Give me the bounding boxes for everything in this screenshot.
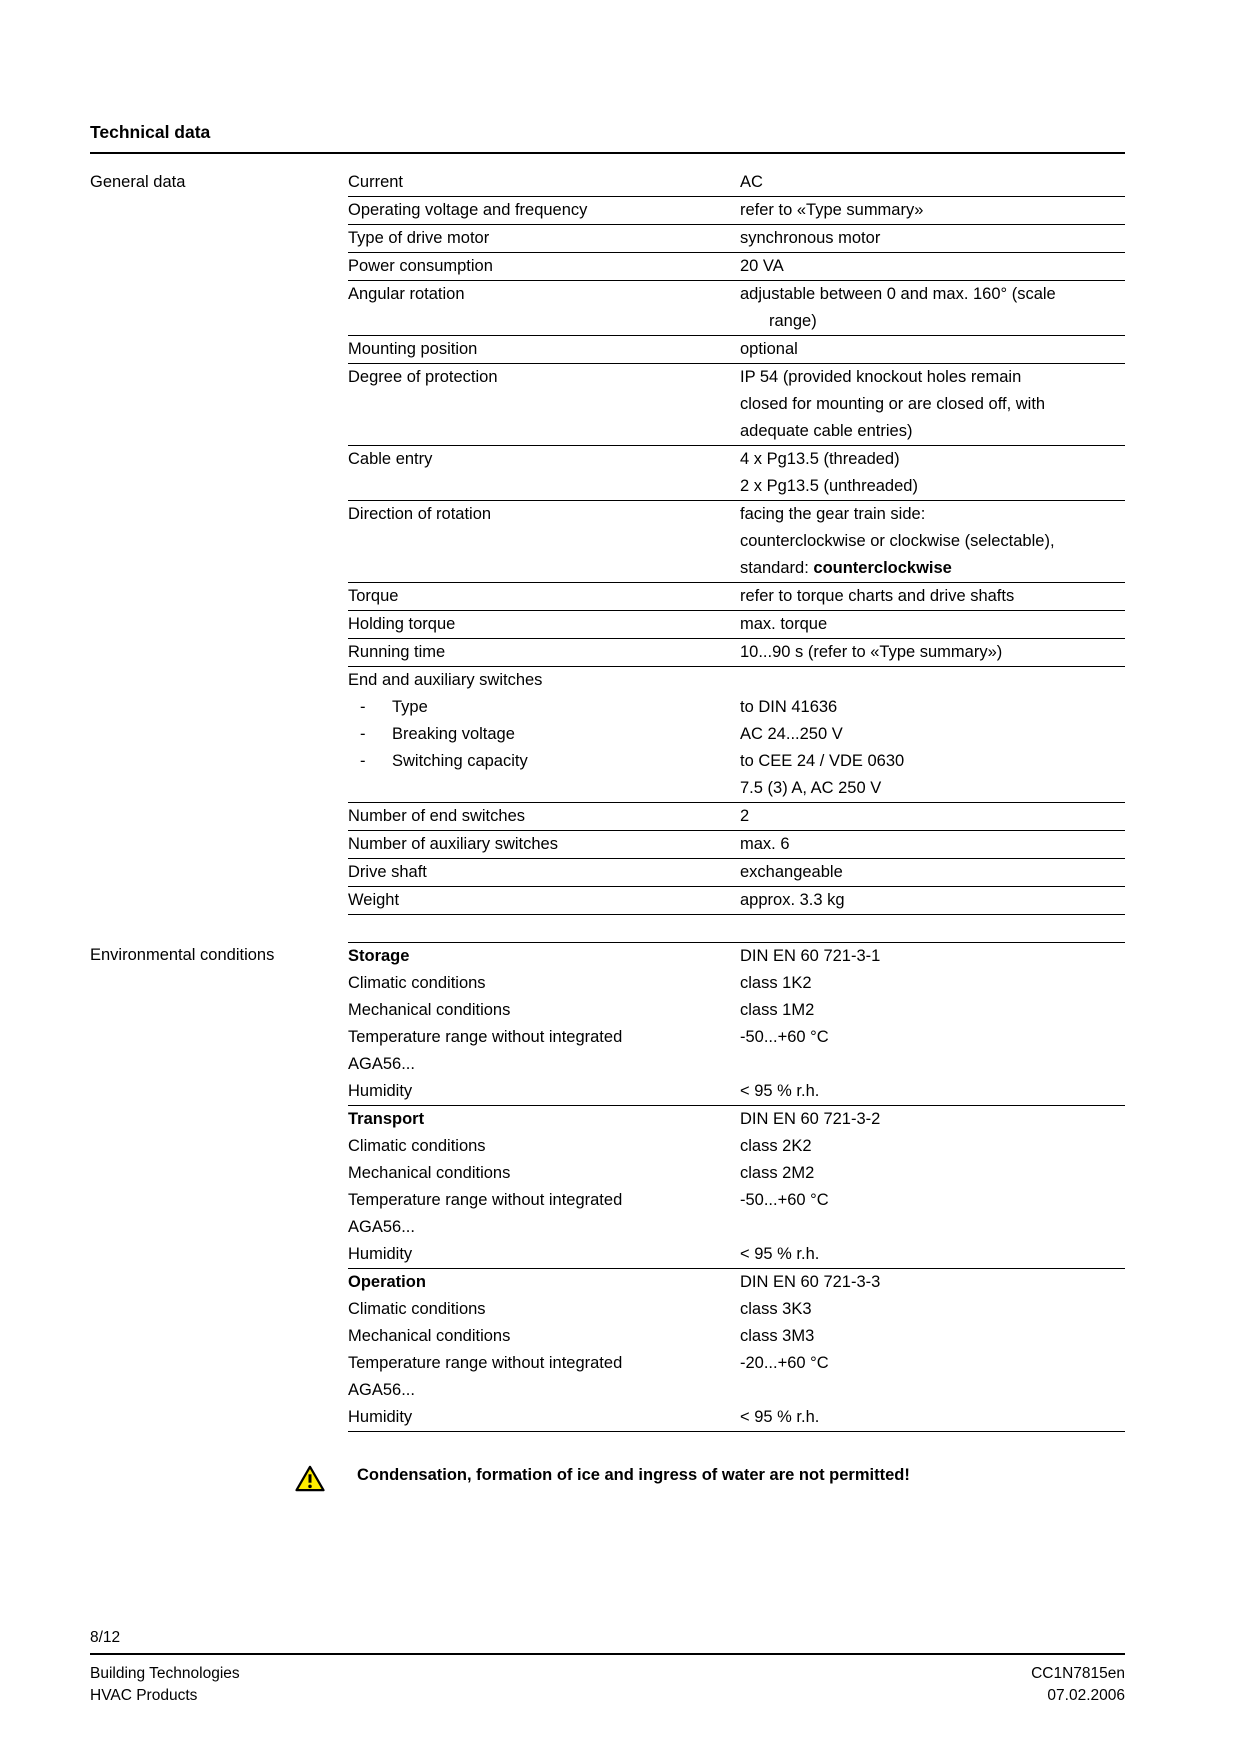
row-label: Direction of rotation xyxy=(348,505,492,523)
table-row-angular-rotation xyxy=(348,281,1125,336)
row-value: max. torque xyxy=(740,615,828,633)
row-label: Number of auxiliary switches xyxy=(348,835,558,853)
dash-bullet: - xyxy=(360,752,366,770)
page-number: 8/12 xyxy=(90,1629,121,1646)
row-label: Weight xyxy=(348,891,400,909)
row-value: synchronous motor xyxy=(740,229,881,247)
environment-table xyxy=(348,942,1125,1432)
row-value: AC xyxy=(740,173,763,191)
row-value: max. 6 xyxy=(740,835,790,853)
env-row-humidity: Humidity < 95 % r.h. xyxy=(348,1082,820,1100)
row-label: Degree of protection xyxy=(348,368,498,386)
row-label: Number of end switches xyxy=(348,807,525,825)
row-value-line-mixed: standard: counterclockwise xyxy=(740,559,952,577)
env-temp-label: Temperature range without integrated AGA56... xyxy=(348,1354,623,1399)
environmental-conditions-section xyxy=(90,942,1125,1432)
footer-right xyxy=(1031,1663,1125,1707)
footer-org-line1: Building Technologies xyxy=(90,1665,240,1682)
row-value: IP 54 (provided knockout holes remain closed for mounting or are closed off, with adequate cable entries) xyxy=(740,368,1046,440)
row-value: 2 xyxy=(740,807,750,825)
table-row-operating-voltage xyxy=(348,197,1125,225)
env-row-humidity: Humidity < 95 % r.h. xyxy=(348,1408,820,1426)
footer-doc-date: 07.02.2006 xyxy=(1047,1687,1125,1704)
env-row-climatic: Climatic conditions class 3K3 xyxy=(348,1300,812,1318)
table-row-cable-entry xyxy=(348,446,1125,501)
group-subrow-switching-capacity xyxy=(348,748,1125,802)
env-block-operation xyxy=(348,1269,1125,1432)
table-row-degree-of-protection xyxy=(348,364,1125,446)
row-label: Drive shaft xyxy=(348,863,427,881)
footer-columns xyxy=(90,1663,1125,1707)
dash-bullet: - xyxy=(360,725,366,743)
table-row-current xyxy=(348,169,1125,197)
row-label: Holding torque xyxy=(348,615,456,633)
page-title: Technical data xyxy=(90,121,1125,154)
warning-note xyxy=(90,1462,1125,1497)
table-row-drive-shaft xyxy=(348,859,1125,887)
table-row-number-end-switches xyxy=(348,803,1125,831)
env-row-title: Transport DIN EN 60 721-3-2 xyxy=(348,1110,881,1128)
row-value: refer to «Type summary» xyxy=(740,201,924,219)
warning-text: Condensation, formation of ice and ingress of water are not permitted! xyxy=(357,1466,910,1484)
row-value: 20 VA xyxy=(740,257,784,275)
row-value: exchangeable xyxy=(740,863,843,881)
table-row-weight xyxy=(348,887,1125,915)
section-label-general: General data xyxy=(90,173,186,191)
subrow-value: to DIN 41636 xyxy=(740,698,838,716)
table-row-torque xyxy=(348,583,1125,611)
group-header-row xyxy=(348,667,1125,694)
env-block-transport xyxy=(348,1106,1125,1269)
env-row-mechanical: Mechanical conditions class 2M2 xyxy=(348,1164,815,1182)
footer-left xyxy=(90,1663,240,1707)
row-value: approx. 3.3 kg xyxy=(740,891,845,909)
row-value: 4 x Pg13.5 (threaded) 2 x Pg13.5 (unthreaded) xyxy=(740,450,918,495)
row-label: Type of drive motor xyxy=(348,229,490,247)
subrow-value: to CEE 24 / VDE 0630 7.5 (3) A, AC 250 V xyxy=(740,752,905,797)
row-label: Cable entry xyxy=(348,450,433,468)
row-label: Angular rotation xyxy=(348,285,465,303)
env-row-humidity: Humidity < 95 % r.h. xyxy=(348,1245,820,1263)
row-label: Running time xyxy=(348,643,446,661)
row-value: 10...90 s (refer to «Type summary») xyxy=(740,643,1003,661)
table-row-running-time xyxy=(348,639,1125,667)
row-label: Torque xyxy=(348,587,399,605)
footer-doc-id: CC1N7815en xyxy=(1031,1665,1125,1682)
subrow-label: - Switching capacity xyxy=(348,748,740,802)
row-label: Mounting position xyxy=(348,340,478,358)
section-label-environment: Environmental conditions xyxy=(90,946,275,964)
row-value: adjustable between 0 and max. 160° (scale range) xyxy=(740,285,1056,330)
group-subrow-type xyxy=(348,694,1125,721)
row-value: facing the gear train side: counterclockwise or clockwise (selectable), standard: counterclockwise xyxy=(740,501,1125,582)
page-footer xyxy=(90,1628,1125,1707)
env-row-temperature: Temperature range without integrated AGA56... -50...+60 °C xyxy=(348,1187,1125,1241)
table-row-direction-of-rotation xyxy=(348,501,1125,583)
footer-rule xyxy=(90,1653,1125,1655)
table-row-mounting-position xyxy=(348,336,1125,364)
general-data-table xyxy=(348,169,1125,915)
subrow-value: AC 24...250 V xyxy=(740,725,843,743)
table-row-power-consumption xyxy=(348,253,1125,281)
row-label: Operating voltage and frequency xyxy=(348,201,588,219)
row-label: Power consumption xyxy=(348,257,493,275)
warning-triangle-icon xyxy=(295,1462,325,1497)
dash-bullet: - xyxy=(360,698,366,716)
env-row-title: Operation DIN EN 60 721-3-3 xyxy=(348,1273,881,1291)
env-row-title: Storage DIN EN 60 721-3-1 xyxy=(348,947,881,965)
group-label: End and auxiliary switches xyxy=(348,671,543,689)
table-row-holding-torque xyxy=(348,611,1125,639)
env-row-climatic: Climatic conditions class 1K2 xyxy=(348,974,812,992)
subrow-label: - Breaking voltage xyxy=(348,721,740,748)
subrow-label: - Type xyxy=(348,694,740,721)
env-row-mechanical: Mechanical conditions class 3M3 xyxy=(348,1327,815,1345)
table-row-drive-motor xyxy=(348,225,1125,253)
env-temp-label: Temperature range without integrated AGA56... xyxy=(348,1191,623,1236)
table-row-number-aux-switches xyxy=(348,831,1125,859)
env-row-mechanical: Mechanical conditions class 1M2 xyxy=(348,1001,815,1019)
env-temp-label: Temperature range without integrated AGA56... xyxy=(348,1028,623,1073)
general-data-section xyxy=(90,169,1125,915)
row-value: optional xyxy=(740,340,798,358)
env-row-climatic: Climatic conditions class 2K2 xyxy=(348,1137,812,1155)
env-row-temperature: Temperature range without integrated AGA56... -50...+60 °C xyxy=(348,1024,1125,1078)
env-row-temperature: Temperature range without integrated AGA56... -20...+60 °C xyxy=(348,1350,1125,1404)
group-subrow-breaking-voltage xyxy=(348,721,1125,748)
env-block-storage xyxy=(348,942,1125,1106)
row-value: refer to torque charts and drive shafts xyxy=(740,587,1015,605)
row-label: Current xyxy=(348,173,404,191)
table-group-end-aux-switches xyxy=(348,667,1125,803)
footer-org-line2: HVAC Products xyxy=(90,1687,198,1704)
